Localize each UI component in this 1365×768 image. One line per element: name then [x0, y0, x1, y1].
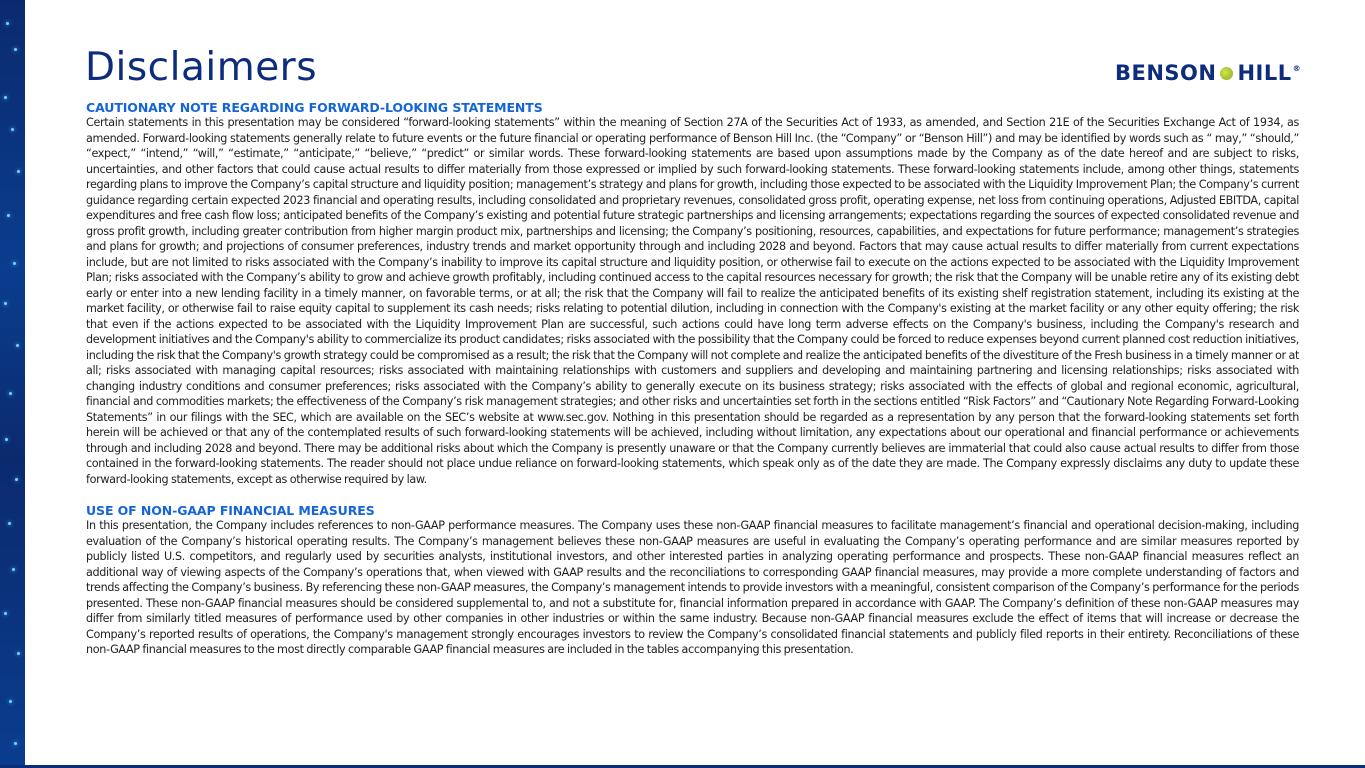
non-gaap-heading: USE OF NON-GAAP FINANCIAL MEASURES [86, 503, 375, 518]
forward-looking-heading: CAUTIONARY NOTE REGARDING FORWARD-LOOKING STATEMENTS [86, 100, 543, 115]
benson-hill-logo [1115, 60, 1301, 86]
page-title: Disclaimers [85, 45, 318, 90]
forward-looking-body: Certain statements in this presentation may be considered “forward-looking statements” within the meaning of Section 27A of the Securities Act of 1933, as amended, and Section 21E of the Securities Exchange Act of 1934, as amended. Forward-looking statements generally relate to future events or the future financial or operating performance of Benson Hill Inc. (the “Company” or “Benson Hill”) and may be identified by words such as “ may,” “should,” “expect,” “intend,” “will,” “estimate,” “anticipate,” “believe,” “predict” or similar words. These forward-looking statements are based upon assumptions made by the Company as of the date hereof and are subject to risks, uncertainties, and other factors that could cause actual results to differ materially from those expressed or implied by such forward-looking statements. These forward-looking statements include, among other things, statements regarding plans to improve the Company’s capital structure and liquidity position; management’s strategy and plans for growth, including those expected to be associated with the Liquidity Improvement Plan; the Company’s current guidance regarding certain expected 2023 financial and operating results, including consolidated and proprietary revenues, consolidated gross profit, operating expense, net loss from continuing operations, Adjusted EBITDA, capital expenditures and free cash flow loss; anticipated benefits of the Company’s existing and potential future strategic partnerships and licensing arrangements; expectations regarding the sources of expected consolidated revenue and gross profit growth, including greater contribution from higher margin product mix, partnerships and licensing; the Company’s positioning, resources, capabilities, and expectations for future performance; management’s strategies and plans for growth; and projections of consumer preferences, industry trends and market opportunity through and including 2028 and beyond. Factors that may cause actual results to differ materially from current expectations include, but are not limited to risks associated with the Company’s inability to improve its capital structure and liquidity position, or otherwise fail to execute on the actions expected to be associated with the Liquidity Improvement Plan; risks associated with the Company’s ability to grow and achieve growth profitably, including continued access to the capital resources necessary for growth; the risk that the Company will be unable retire any of its existing debt early or enter into a new lending facility in a timely manner, on favorable terms, or at all; the risk that the Company will fail to realize the anticipated benefits of its existing shelf registration statement, including its existing at the market facility, or otherwise fail to raise equity capital to supplement its cash needs; risks relating to potential dilution, including in connection with the Company's existing at the market facility or any other equity offering; the risk that even if the actions expected to be associated with the Liquidity Improvement Plan are successful, such actions could have long term adverse effects on the Company's business, including the Company's research and development initiatives and the Company's ability to commercialize its product candidates; risks associated with the possibility that the Company could be forced to reduce expenses beyond current planned cost reduction initiatives, including the risk that the Company's growth strategy could be compromised as a result; the risk that the Company will not complete and realize the anticipated benefits of the divestiture of the Fresh business in a timely manner or at all; risks associated with managing capital resources; risks associated with maintaining relationships with customers and suppliers and developing and maintaining partnering and licensing relationships; risks associated with changing industry conditions and consumer preferences; risks associated with the Company’s ability to generally execute on its business strategy; risks associated with the effects of global and regional economic, agricultural, financial and commodities markets; the effectiveness of the Company’s risk management strategies; and other risks and uncertainties set forth in the sections entitled “Risk Factors” and “Cautionary Note Regarding Forward-Looking Statements” in our filings with the SEC, which are available on the SEC’s website at www.sec.gov. Nothing in this presentation should be regarded as a representation by any person that the forward-looking statements set forth herein will be achieved or that any of the contemplated results of such forward-looking statements will be achieved, including without limitation, any expectations about our operational and financial performance or achievements through and including 2028 and beyond. There may be additional risks about which the Company is presently unaware or that the Company currently believes are immaterial that could also cause actual results to differ from those contained in the forward-looking statements. The reader should not place undue reliance on forward-looking statements, which speak only as of the date they are made. The Company expressly disclaims any duty to update these forward-looking statements, except as otherwise required by law. [86, 116, 1299, 486]
registered-mark: ® [1292, 64, 1302, 73]
logo-word-right: HILL [1237, 61, 1292, 85]
logo-word-left: BENSON [1115, 61, 1217, 85]
non-gaap-section [86, 503, 1299, 658]
non-gaap-body: In this presentation, the Company includes references to non-GAAP performance measures. The Company uses these non-GAAP financial measures to facilitate management’s financial and operational decision-making, including evaluation of the Company’s historical operating results. The Company’s management believes these non-GAAP measures are useful in evaluating the Company’s operating performance and are similar measures reported by publicly listed U.S. competitors, and regularly used by securities analysts, institutional investors, and other interested parties in analyzing operating performance and prospects. These non-GAAP financial measures reflect an additional way of viewing aspects of the Company’s operations that, when viewed with GAAP results and the reconciliations to corresponding GAAP financial measures, may provide a more complete understanding of factors and trends affecting the Company’s business. By referencing these non-GAAP measures, the Company’s management intends to provide investors with a meaningful, consistent comparison of the Company’s performance for the periods presented. These non-GAAP financial measures should be considered supplemental to, and not a substitute for, financial information prepared in accordance with GAAP. The Company’s definition of these non-GAAP measures may differ from similarly titled measures of performance used by other companies in other industries or within the same industry. Because non-GAAP financial measures exclude the effect of items that will increase or decrease the Company’s reported results of operations, the Company's management strongly encourages investors to review the Company’s consolidated financial statements and publicly filed reports in their entirety. Reconciliations of these non-GAAP financial measures to the most directly comparable GAAP financial measures are included in the tables accompanying this presentation. [86, 519, 1299, 656]
forward-looking-section [86, 100, 1299, 487]
decorative-left-strip [0, 0, 25, 768]
seed-logo-icon [1220, 67, 1233, 80]
disclaimer-content [86, 100, 1299, 674]
